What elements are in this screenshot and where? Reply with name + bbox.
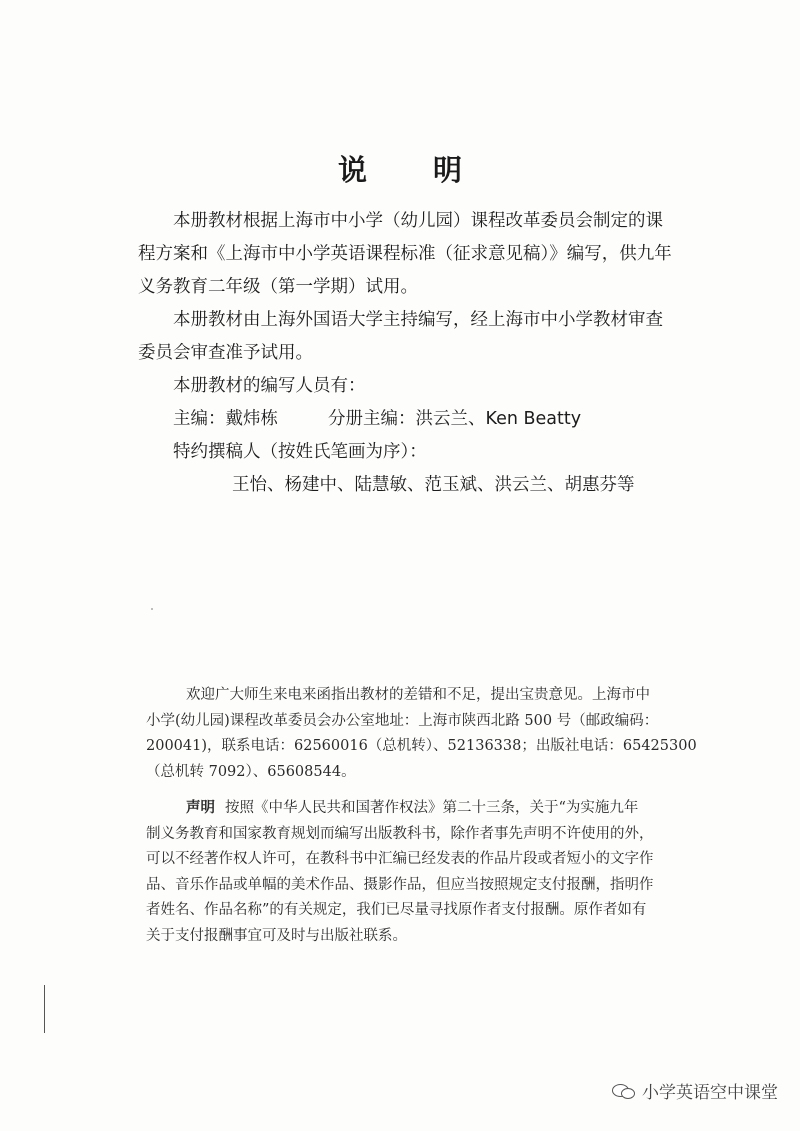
- notice-line-4: （总机转 7092）、65608544。: [146, 763, 356, 780]
- declaration-line-1: 声明 按照《中华人民共和国著作权法》第二十三条，关于“为实施九年: [186, 799, 639, 816]
- watermark-text: 小学英语空中课堂: [642, 1083, 778, 1103]
- p1-line-3: 义务教育二年级（第一学期）试用。: [138, 277, 418, 297]
- p2-line-1: 本册教材由上海外国语大学主持编写，经上海市中小学教材审查: [173, 310, 663, 330]
- declaration-line-4: 品、音乐作品或单幅的美术作品、摄影作品，但应当按照规定支付报酬，指明作: [146, 876, 654, 893]
- p1-line-1: 本册教材根据上海市中小学（幼儿园）课程改革委员会制定的课: [173, 211, 663, 231]
- copyright-declaration: [146, 795, 706, 949]
- chief-editor: 主编：戴炜栋: [173, 409, 278, 429]
- page-title: 说 明: [337, 153, 491, 187]
- declaration-line-3: 可以不经著作权人许可，在教科书中汇编已经发表的作品片段或者短小的文字作: [146, 851, 654, 867]
- notice-line-3: 200041)，联系电话：62560016（总机转）、52136338；出版社电话：65425300: [146, 738, 697, 754]
- declaration-label: 声明: [186, 799, 215, 816]
- editors-line: [173, 403, 713, 436]
- writers-label: 特约撰稿人（按姓氏笔画为序）：: [173, 442, 427, 462]
- scan-speck: [151, 608, 153, 610]
- writers-list: 王怡、杨建中、陆慧敏、范玉斌、洪云兰、胡惠芬等: [232, 475, 635, 495]
- declaration-line-6: 关于支付报酬事宜可及时与出版社联系。: [146, 927, 407, 944]
- main-text: [138, 205, 713, 502]
- p1-line-2: 程方案和《上海市中小学英语课程标准（征求意见稿）》编写，供九年: [138, 244, 672, 264]
- notice-line-2: 小学(幼儿园)课程改革委员会办公室地址：上海市陕西北路 500 号（邮政编码：: [146, 712, 659, 729]
- declaration-line-5: 者姓名、作品名称”的有关规定，我们已尽量寻找原作者支付报酬。原作者如有: [146, 902, 647, 918]
- feedback-notice: [146, 683, 706, 785]
- p3-line: 本册教材的编写人员有：: [173, 376, 366, 396]
- declaration-line-2: 制义务教育和国家教育规划而编写出版教科书，除作者事先声明不许使用的外，: [146, 825, 654, 842]
- wechat-icon: [612, 1082, 636, 1100]
- p2-line-2: 委员会审查准予试用。: [138, 343, 313, 363]
- notice-line-1: 欢迎广大师生来电来函指出教材的差错和不足，提出宝贵意见。上海市中: [186, 687, 650, 703]
- page-edge-rule: [44, 985, 45, 1033]
- source-watermark: [612, 1078, 778, 1103]
- volume-editor: 分册主编：洪云兰、Ken Beatty: [328, 409, 582, 429]
